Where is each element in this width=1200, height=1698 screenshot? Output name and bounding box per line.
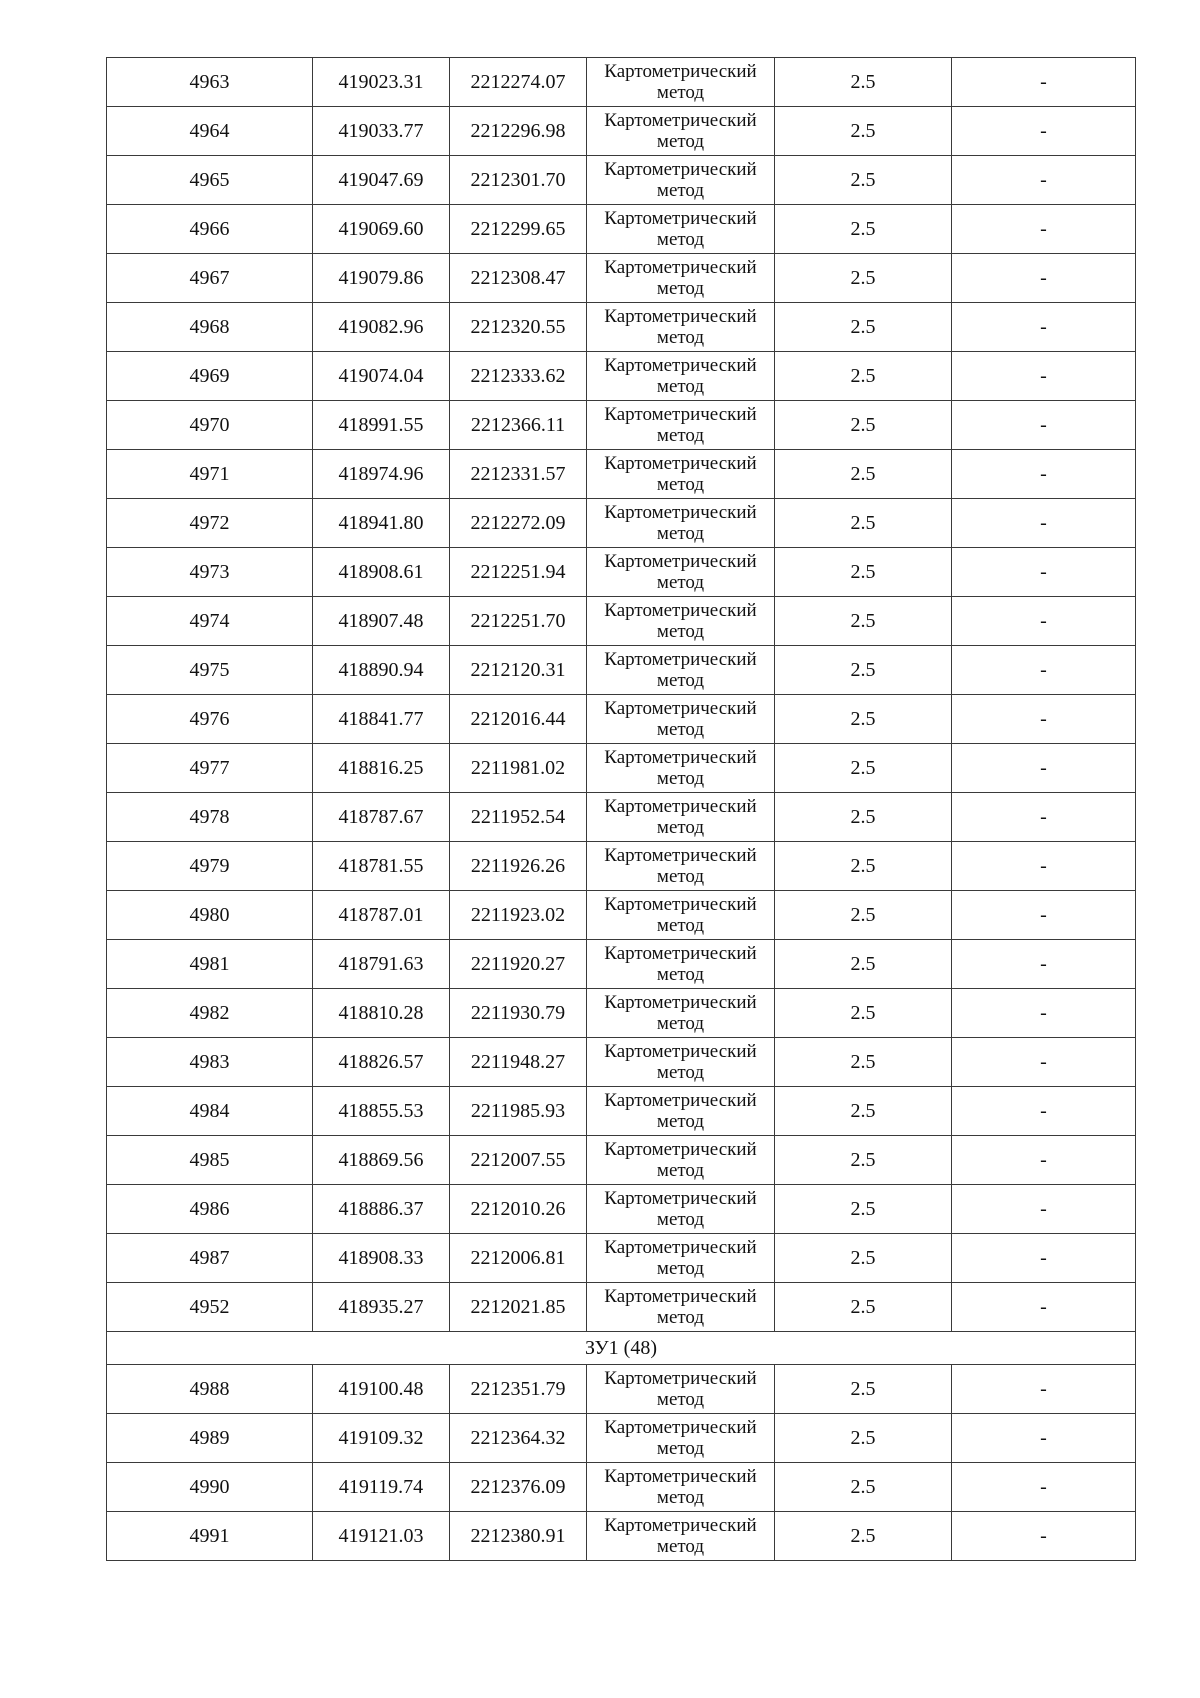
description-cell: -	[952, 352, 1136, 401]
y-coordinate-cell: 2212366.11	[450, 401, 587, 450]
table-row	[107, 1512, 1136, 1561]
accuracy-cell: 2.5	[775, 352, 952, 401]
accuracy-cell: 2.5	[775, 793, 952, 842]
table-row	[107, 156, 1136, 205]
table-row	[107, 1087, 1136, 1136]
point-number-cell: 4979	[107, 842, 313, 891]
description-cell: -	[952, 1365, 1136, 1414]
x-coordinate-cell: 419074.04	[313, 352, 450, 401]
y-coordinate-cell: 2212021.85	[450, 1283, 587, 1332]
point-number-cell: 4985	[107, 1136, 313, 1185]
x-coordinate-cell: 419069.60	[313, 205, 450, 254]
x-coordinate-cell: 418907.48	[313, 597, 450, 646]
method-cell: Картометрический метод	[587, 1136, 775, 1185]
x-coordinate-cell: 418791.63	[313, 940, 450, 989]
y-coordinate-cell: 2212251.94	[450, 548, 587, 597]
table-row	[107, 401, 1136, 450]
method-cell: Картометрический метод	[587, 744, 775, 793]
accuracy-cell: 2.5	[775, 1463, 952, 1512]
description-cell: -	[952, 548, 1136, 597]
accuracy-cell: 2.5	[775, 940, 952, 989]
point-number-cell: 4991	[107, 1512, 313, 1561]
description-cell: -	[952, 1283, 1136, 1332]
method-cell: Картометрический метод	[587, 1414, 775, 1463]
y-coordinate-cell: 2212376.09	[450, 1463, 587, 1512]
accuracy-cell: 2.5	[775, 842, 952, 891]
x-coordinate-cell: 418869.56	[313, 1136, 450, 1185]
accuracy-cell: 2.5	[775, 450, 952, 499]
accuracy-cell: 2.5	[775, 891, 952, 940]
table-row	[107, 1463, 1136, 1512]
table-row	[107, 989, 1136, 1038]
description-cell: -	[952, 1463, 1136, 1512]
accuracy-cell: 2.5	[775, 156, 952, 205]
accuracy-cell: 2.5	[775, 1087, 952, 1136]
x-coordinate-cell: 419082.96	[313, 303, 450, 352]
x-coordinate-cell: 418787.01	[313, 891, 450, 940]
y-coordinate-cell: 2211985.93	[450, 1087, 587, 1136]
point-number-cell: 4963	[107, 58, 313, 107]
method-cell: Картометрический метод	[587, 548, 775, 597]
point-number-cell: 4982	[107, 989, 313, 1038]
table-row	[107, 1365, 1136, 1414]
x-coordinate-cell: 419119.74	[313, 1463, 450, 1512]
description-cell: -	[952, 940, 1136, 989]
description-cell: -	[952, 58, 1136, 107]
table-row	[107, 1038, 1136, 1087]
point-number-cell: 4965	[107, 156, 313, 205]
point-number-cell: 4969	[107, 352, 313, 401]
table-row	[107, 1234, 1136, 1283]
method-cell: Картометрический метод	[587, 646, 775, 695]
point-number-cell: 4966	[107, 205, 313, 254]
method-cell: Картометрический метод	[587, 401, 775, 450]
y-coordinate-cell: 2212274.07	[450, 58, 587, 107]
group-label: ЗУ1 (48)	[107, 1332, 1136, 1365]
table-row	[107, 842, 1136, 891]
y-coordinate-cell: 2212007.55	[450, 1136, 587, 1185]
method-cell: Картометрический метод	[587, 1185, 775, 1234]
method-cell: Картометрический метод	[587, 1365, 775, 1414]
point-number-cell: 4983	[107, 1038, 313, 1087]
point-number-cell: 4952	[107, 1283, 313, 1332]
point-number-cell: 4984	[107, 1087, 313, 1136]
table-row	[107, 744, 1136, 793]
description-cell: -	[952, 1038, 1136, 1087]
point-number-cell: 4987	[107, 1234, 313, 1283]
group-header-row	[107, 1332, 1136, 1365]
method-cell: Картометрический метод	[587, 499, 775, 548]
point-number-cell: 4964	[107, 107, 313, 156]
accuracy-cell: 2.5	[775, 548, 952, 597]
point-number-cell: 4989	[107, 1414, 313, 1463]
description-cell: -	[952, 646, 1136, 695]
accuracy-cell: 2.5	[775, 1414, 952, 1463]
method-cell: Картометрический метод	[587, 891, 775, 940]
accuracy-cell: 2.5	[775, 1512, 952, 1561]
coordinates-table	[106, 57, 1136, 1561]
y-coordinate-cell: 2212351.79	[450, 1365, 587, 1414]
point-number-cell: 4968	[107, 303, 313, 352]
y-coordinate-cell: 2211926.26	[450, 842, 587, 891]
accuracy-cell: 2.5	[775, 744, 952, 793]
method-cell: Картометрический метод	[587, 1463, 775, 1512]
y-coordinate-cell: 2212331.57	[450, 450, 587, 499]
description-cell: -	[952, 156, 1136, 205]
y-coordinate-cell: 2212016.44	[450, 695, 587, 744]
table-row	[107, 352, 1136, 401]
accuracy-cell: 2.5	[775, 597, 952, 646]
accuracy-cell: 2.5	[775, 1234, 952, 1283]
accuracy-cell: 2.5	[775, 646, 952, 695]
x-coordinate-cell: 418935.27	[313, 1283, 450, 1332]
description-cell: -	[952, 744, 1136, 793]
point-number-cell: 4973	[107, 548, 313, 597]
y-coordinate-cell: 2212006.81	[450, 1234, 587, 1283]
accuracy-cell: 2.5	[775, 205, 952, 254]
description-cell: -	[952, 1136, 1136, 1185]
y-coordinate-cell: 2212364.32	[450, 1414, 587, 1463]
table-row	[107, 1185, 1136, 1234]
description-cell: -	[952, 254, 1136, 303]
y-coordinate-cell: 2212251.70	[450, 597, 587, 646]
description-cell: -	[952, 989, 1136, 1038]
description-cell: -	[952, 107, 1136, 156]
method-cell: Картометрический метод	[587, 695, 775, 744]
description-cell: -	[952, 793, 1136, 842]
point-number-cell: 4967	[107, 254, 313, 303]
method-cell: Картометрический метод	[587, 597, 775, 646]
y-coordinate-cell: 2211920.27	[450, 940, 587, 989]
x-coordinate-cell: 418974.96	[313, 450, 450, 499]
table-row	[107, 1136, 1136, 1185]
table-row	[107, 205, 1136, 254]
table-row	[107, 548, 1136, 597]
table-row	[107, 58, 1136, 107]
table-row	[107, 1414, 1136, 1463]
y-coordinate-cell: 2212299.65	[450, 205, 587, 254]
description-cell: -	[952, 205, 1136, 254]
description-cell: -	[952, 842, 1136, 891]
x-coordinate-cell: 419121.03	[313, 1512, 450, 1561]
y-coordinate-cell: 2212380.91	[450, 1512, 587, 1561]
accuracy-cell: 2.5	[775, 1038, 952, 1087]
method-cell: Картометрический метод	[587, 1283, 775, 1332]
y-coordinate-cell: 2212272.09	[450, 499, 587, 548]
y-coordinate-cell: 2211981.02	[450, 744, 587, 793]
accuracy-cell: 2.5	[775, 1283, 952, 1332]
x-coordinate-cell: 419100.48	[313, 1365, 450, 1414]
point-number-cell: 4978	[107, 793, 313, 842]
y-coordinate-cell: 2212333.62	[450, 352, 587, 401]
method-cell: Картометрический метод	[587, 107, 775, 156]
point-number-cell: 4972	[107, 499, 313, 548]
point-number-cell: 4990	[107, 1463, 313, 1512]
x-coordinate-cell: 418855.53	[313, 1087, 450, 1136]
description-cell: -	[952, 891, 1136, 940]
description-cell: -	[952, 401, 1136, 450]
y-coordinate-cell: 2212010.26	[450, 1185, 587, 1234]
accuracy-cell: 2.5	[775, 695, 952, 744]
point-number-cell: 4981	[107, 940, 313, 989]
table-row	[107, 450, 1136, 499]
y-coordinate-cell: 2211930.79	[450, 989, 587, 1038]
point-number-cell: 4988	[107, 1365, 313, 1414]
accuracy-cell: 2.5	[775, 1365, 952, 1414]
table-row	[107, 499, 1136, 548]
method-cell: Картометрический метод	[587, 842, 775, 891]
y-coordinate-cell: 2211952.54	[450, 793, 587, 842]
point-number-cell: 4970	[107, 401, 313, 450]
accuracy-cell: 2.5	[775, 1136, 952, 1185]
table-row	[107, 793, 1136, 842]
accuracy-cell: 2.5	[775, 303, 952, 352]
accuracy-cell: 2.5	[775, 989, 952, 1038]
table-row	[107, 107, 1136, 156]
description-cell: -	[952, 499, 1136, 548]
method-cell: Картометрический метод	[587, 156, 775, 205]
x-coordinate-cell: 418810.28	[313, 989, 450, 1038]
point-number-cell: 4971	[107, 450, 313, 499]
description-cell: -	[952, 450, 1136, 499]
x-coordinate-cell: 418826.57	[313, 1038, 450, 1087]
method-cell: Картометрический метод	[587, 793, 775, 842]
point-number-cell: 4986	[107, 1185, 313, 1234]
x-coordinate-cell: 418991.55	[313, 401, 450, 450]
method-cell: Картометрический метод	[587, 1512, 775, 1561]
method-cell: Картометрический метод	[587, 989, 775, 1038]
table-row	[107, 303, 1136, 352]
description-cell: -	[952, 695, 1136, 744]
point-number-cell: 4974	[107, 597, 313, 646]
table-row	[107, 646, 1136, 695]
method-cell: Картометрический метод	[587, 205, 775, 254]
point-number-cell: 4977	[107, 744, 313, 793]
table-row	[107, 597, 1136, 646]
y-coordinate-cell: 2212320.55	[450, 303, 587, 352]
x-coordinate-cell: 418908.33	[313, 1234, 450, 1283]
method-cell: Картометрический метод	[587, 450, 775, 499]
y-coordinate-cell: 2212301.70	[450, 156, 587, 205]
accuracy-cell: 2.5	[775, 401, 952, 450]
x-coordinate-cell: 418890.94	[313, 646, 450, 695]
x-coordinate-cell: 419109.32	[313, 1414, 450, 1463]
description-cell: -	[952, 303, 1136, 352]
x-coordinate-cell: 418787.67	[313, 793, 450, 842]
method-cell: Картометрический метод	[587, 940, 775, 989]
method-cell: Картометрический метод	[587, 352, 775, 401]
x-coordinate-cell: 418886.37	[313, 1185, 450, 1234]
accuracy-cell: 2.5	[775, 1185, 952, 1234]
accuracy-cell: 2.5	[775, 254, 952, 303]
description-cell: -	[952, 1185, 1136, 1234]
x-coordinate-cell: 418816.25	[313, 744, 450, 793]
table-row	[107, 940, 1136, 989]
method-cell: Картометрический метод	[587, 1038, 775, 1087]
table-row	[107, 254, 1136, 303]
accuracy-cell: 2.5	[775, 107, 952, 156]
y-coordinate-cell: 2211923.02	[450, 891, 587, 940]
point-number-cell: 4976	[107, 695, 313, 744]
y-coordinate-cell: 2212120.31	[450, 646, 587, 695]
method-cell: Картометрический метод	[587, 254, 775, 303]
method-cell: Картометрический метод	[587, 1087, 775, 1136]
method-cell: Картометрический метод	[587, 303, 775, 352]
x-coordinate-cell: 419079.86	[313, 254, 450, 303]
table-row	[107, 891, 1136, 940]
method-cell: Картометрический метод	[587, 1234, 775, 1283]
y-coordinate-cell: 2212308.47	[450, 254, 587, 303]
accuracy-cell: 2.5	[775, 499, 952, 548]
x-coordinate-cell: 418941.80	[313, 499, 450, 548]
description-cell: -	[952, 1414, 1136, 1463]
point-number-cell: 4980	[107, 891, 313, 940]
x-coordinate-cell: 419023.31	[313, 58, 450, 107]
y-coordinate-cell: 2211948.27	[450, 1038, 587, 1087]
description-cell: -	[952, 1087, 1136, 1136]
table-row	[107, 1283, 1136, 1332]
table-row	[107, 695, 1136, 744]
x-coordinate-cell: 419047.69	[313, 156, 450, 205]
x-coordinate-cell: 418781.55	[313, 842, 450, 891]
description-cell: -	[952, 1234, 1136, 1283]
description-cell: -	[952, 597, 1136, 646]
point-number-cell: 4975	[107, 646, 313, 695]
y-coordinate-cell: 2212296.98	[450, 107, 587, 156]
method-cell: Картометрический метод	[587, 58, 775, 107]
x-coordinate-cell: 419033.77	[313, 107, 450, 156]
coordinates-table-body	[107, 58, 1136, 1561]
description-cell: -	[952, 1512, 1136, 1561]
x-coordinate-cell: 418908.61	[313, 548, 450, 597]
x-coordinate-cell: 418841.77	[313, 695, 450, 744]
accuracy-cell: 2.5	[775, 58, 952, 107]
